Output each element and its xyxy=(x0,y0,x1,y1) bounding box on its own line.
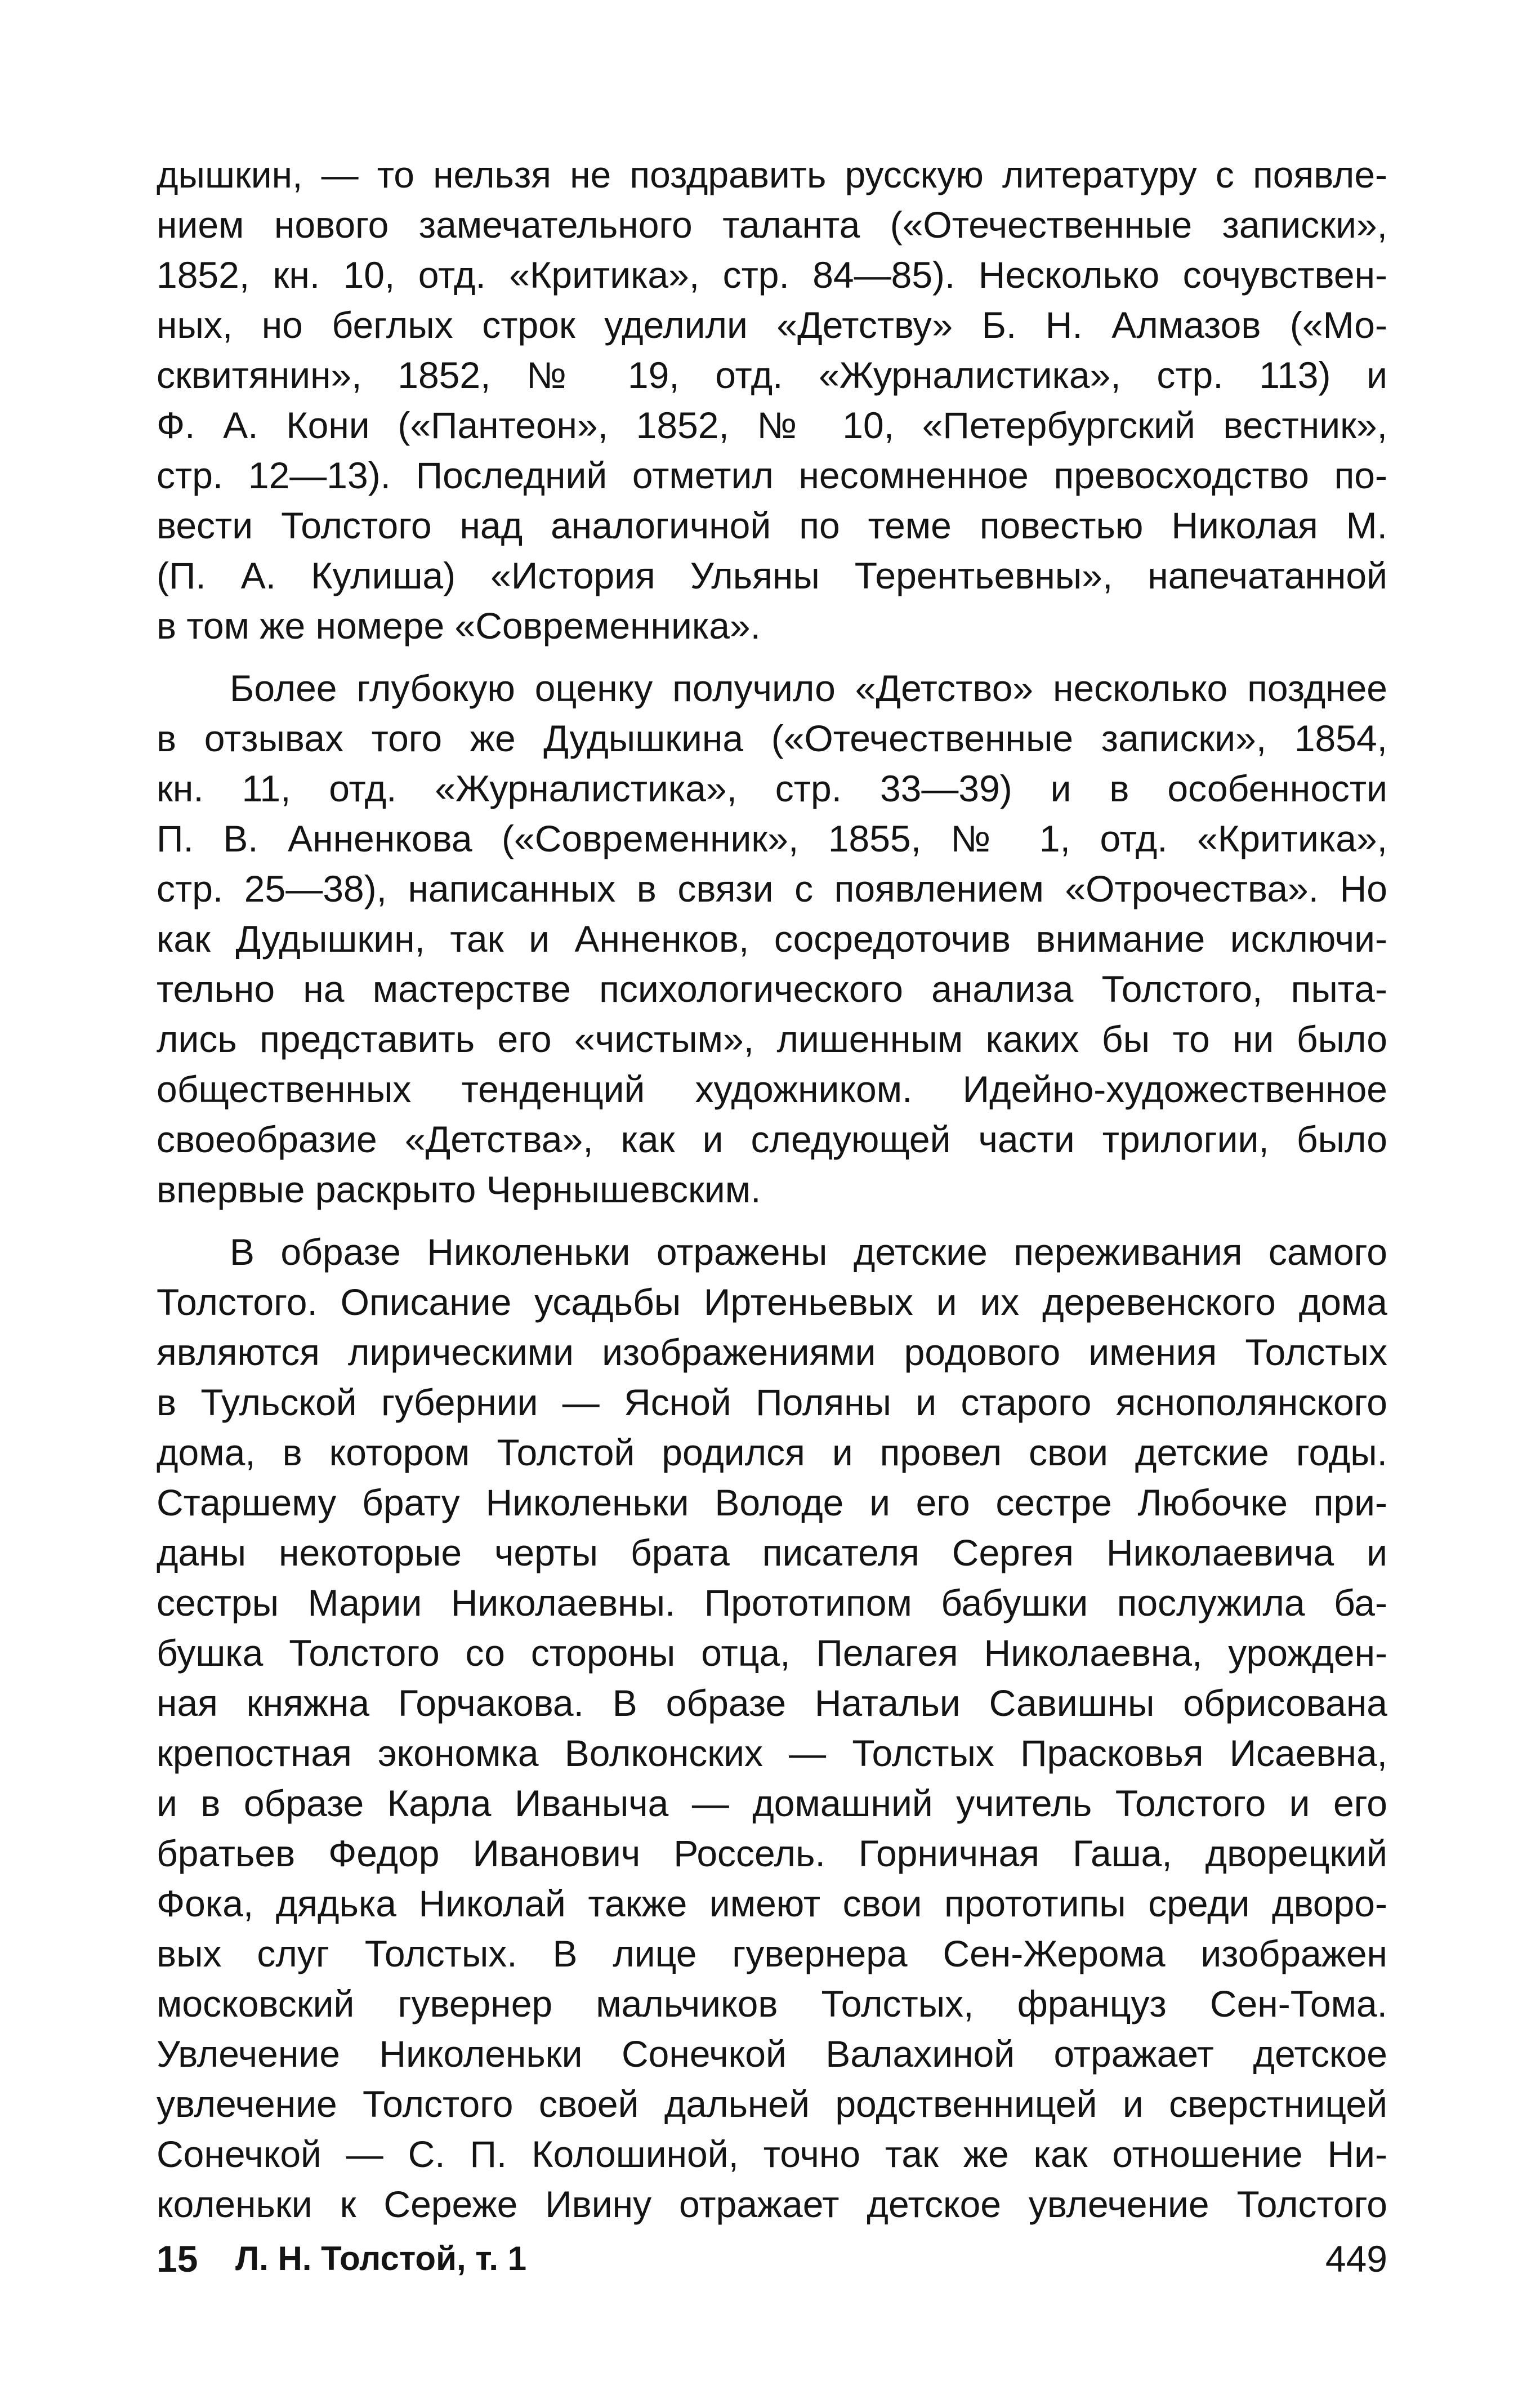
text-line: коленьки к Сереже Ивину отражает детское увлечение Толстого xyxy=(157,2183,1387,2225)
paragraph-gap xyxy=(157,1215,1387,1227)
text-line: Более глубокую оценку получило «Детство» несколько позднее xyxy=(230,667,1387,709)
text-line: крепостная экономка Волконских — Толстых Прасковья Исаевна, xyxy=(157,1732,1387,1774)
text-line: дома, в котором Толстой родился и провел свои детские годы. xyxy=(157,1432,1387,1473)
text-line: Старшему брату Николеньки Володе и его сестре Любочке при- xyxy=(157,1482,1387,1523)
text-line: (П. А. Кулиша) «История Ульяны Терентьевны», напечатанной xyxy=(157,555,1387,596)
text-line: стр. 25—38), написанных в связи с появлением «Отрочества». Но xyxy=(157,868,1387,909)
text-line: кн. 11, отд. «Журналистика», стр. 33—39) и в особенности xyxy=(157,768,1387,809)
paragraph xyxy=(157,150,1387,651)
text-line: Увлечение Николеньки Сонечкой Валахиной отражает детское xyxy=(157,2033,1387,2075)
text-line: В образе Николеньки отражены детские переживания самого xyxy=(230,1231,1387,1273)
text-line: общественных тенденций художником. Идейно-художественное xyxy=(157,1068,1387,1110)
text-line: дышкин, — то нельзя не поздравить русскую литературу с появле- xyxy=(157,154,1387,195)
signature-mark: 15 xyxy=(157,2238,198,2280)
text-line: братьев Федор Иванович Россель. Горничная Гаша, дворецкий xyxy=(157,1832,1387,1874)
paragraph-gap xyxy=(157,651,1387,663)
page-footer xyxy=(157,2233,1387,2284)
text-line: лись представить его «чистым», лишенным каких бы то ни было xyxy=(157,1018,1387,1060)
text-line: даны некоторые черты брата писателя Сергея Николаевича и xyxy=(157,1532,1387,1573)
text-line: увлечение Толстого своей дальней родственницей и сверстницей xyxy=(157,2083,1387,2125)
running-title: Л. Н. Толстой, т. 1 xyxy=(235,2240,527,2277)
text-line: Фока, дядька Николай также имеют свои прототипы среди дворо- xyxy=(157,1883,1387,1924)
text-line: тельно на мастерстве психологического анализа Толстого, пыта- xyxy=(157,968,1387,1010)
text-line: нием нового замечательного таланта («Отечественные записки», xyxy=(157,204,1387,246)
text-line: ных, но беглых строк уделили «Детству» Б. Н. Алмазов («Мо- xyxy=(157,304,1387,346)
text-line: бушка Толстого со стороны отца, Пелагея Николаевна, урожден- xyxy=(157,1632,1387,1674)
paragraph xyxy=(157,1227,1387,2229)
paragraph xyxy=(157,663,1387,1215)
text-line: и в образе Карла Иваныча — домашний учитель Толстого и его xyxy=(157,1782,1387,1824)
page-body xyxy=(157,150,1387,2229)
page-number: 449 xyxy=(1325,2238,1387,2280)
text-line: впервые раскрыто Чернышевским. xyxy=(157,1169,761,1210)
text-line: Толстого. Описание усадьбы Иртеньевых и их деревенского дома xyxy=(157,1281,1387,1323)
text-line: вести Толстого над аналогичной по теме повестью Николая М. xyxy=(157,505,1387,546)
text-line: стр. 12—13). Последний отметил несомненное превосходство по- xyxy=(157,454,1387,496)
text-line: Сонечкой — С. П. Колошиной, точно так же как отношение Ни- xyxy=(157,2133,1387,2175)
text-line: вых слуг Толстых. В лице гувернера Сен-Жерома изображен xyxy=(157,1933,1387,1974)
text-line: в том же номере «Современника». xyxy=(157,605,761,646)
text-line: являются лирическими изображениями родового имения Толстых xyxy=(157,1331,1387,1373)
text-line: Ф. А. Кони («Пантеон», 1852, № 10, «Петербургский вестник», xyxy=(157,404,1387,446)
text-line: московский гувернер мальчиков Толстых, француз Сен-Тома. xyxy=(157,1983,1387,2024)
text-line: сквитянин», 1852, № 19, отд. «Журналистика», стр. 113) и xyxy=(157,354,1387,396)
text-line: своеобразие «Детства», как и следующей части трилогии, было xyxy=(157,1118,1387,1160)
text-line: ная княжна Горчакова. В образе Натальи Савишны обрисована xyxy=(157,1682,1387,1724)
text-line: 1852, кн. 10, отд. «Критика», стр. 84—85). Несколько сочувствен- xyxy=(157,254,1387,296)
text-line: в Тульской губернии — Ясной Поляны и старого яснополянского xyxy=(157,1381,1387,1423)
text-line: сестры Марии Николаевны. Прототипом бабушки послужила ба- xyxy=(157,1582,1387,1624)
text-line: как Дудышкин, так и Анненков, сосредоточив внимание исключи- xyxy=(157,918,1387,960)
text-line: в отзывах того же Дудышкина («Отечественные записки», 1854, xyxy=(157,717,1387,759)
text-line: П. В. Анненкова («Современник», 1855, № 1, отд. «Критика», xyxy=(157,818,1387,859)
